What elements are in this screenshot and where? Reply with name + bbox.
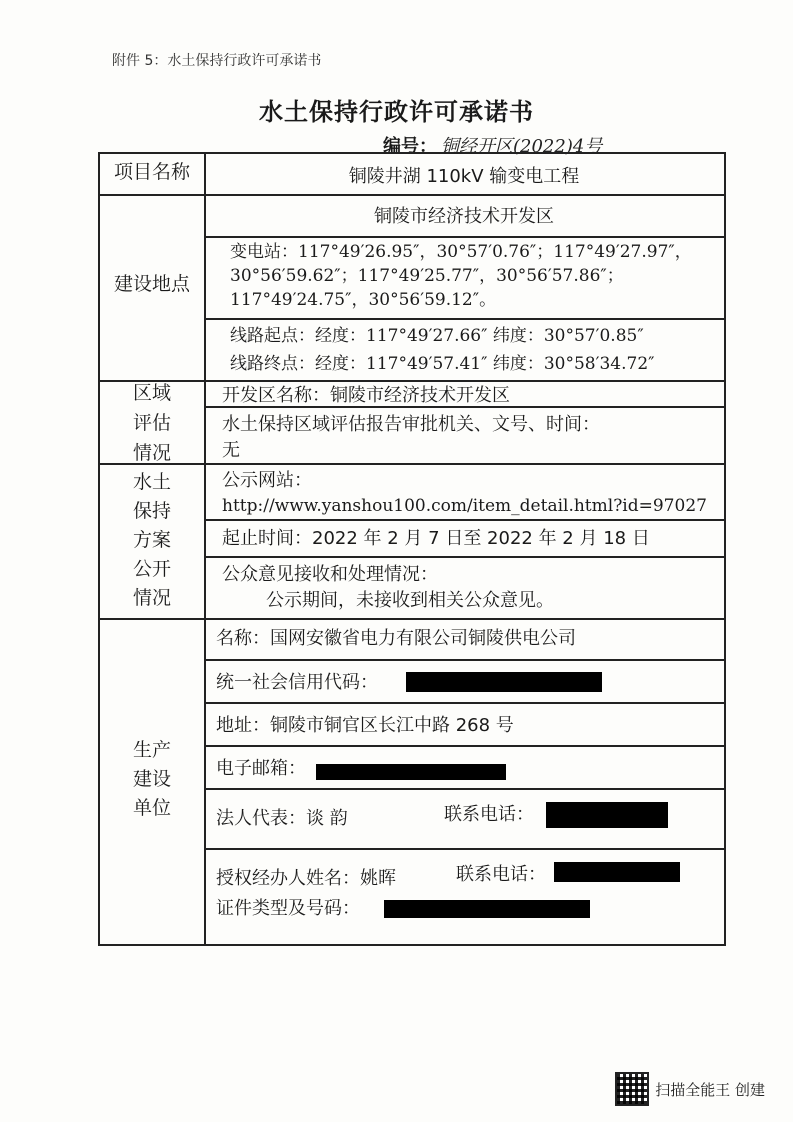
unit-label-line: 建设	[132, 768, 171, 790]
credit-code-redaction	[406, 672, 602, 692]
legal-representative: 法人代表：谈 韵	[216, 808, 348, 829]
substation-line-1: 变电站：117°49′26.95″，30°57′0.76″；117°49′27.97″，	[230, 242, 692, 262]
row-divider	[100, 194, 724, 196]
column-divider	[204, 154, 206, 944]
qr-code-icon	[615, 1072, 649, 1106]
opinion-value: 公示期间，未接收到相关公众意见。	[266, 590, 554, 611]
publicity-site-label: 公示网站：	[222, 470, 312, 491]
id-label: 证件类型及号码：	[216, 898, 360, 919]
unit-name: 名称：国网安徽省电力有限公司铜陵供电公司	[216, 628, 576, 649]
number-handwritten: 铜经开区(2022)4号	[441, 136, 603, 157]
substation-line-3: 117°49′24.75″，30°56′59.12″。	[230, 290, 497, 310]
subrow-divider	[204, 745, 724, 747]
subrow-divider	[204, 519, 724, 521]
subrow-divider	[204, 848, 724, 850]
phone-label: 联系电话：	[444, 804, 534, 825]
location-label: 建设地点	[113, 273, 190, 295]
substation-line-2: 30°56′59.62″；117°49′25.77″，30°56′57.86″；	[230, 266, 624, 286]
subrow-divider	[204, 236, 724, 238]
region-label-line: 情况	[132, 442, 171, 464]
id-redaction	[384, 900, 590, 918]
email-label: 电子邮箱：	[216, 758, 306, 779]
project-name-value: 铜陵井湖 110kV 输变电工程	[348, 166, 580, 187]
unit-label-line: 生产	[132, 739, 171, 761]
unit-label-line: 单位	[132, 797, 171, 819]
email-redaction	[316, 764, 506, 780]
publicity-label-line: 公开	[132, 558, 171, 580]
subrow-divider	[204, 659, 724, 661]
number-label: 编号：	[383, 136, 437, 157]
zone-name: 开发区名称：铜陵市经济技术开发区	[222, 385, 510, 406]
unit-label	[100, 736, 204, 823]
publicity-period: 起止时间：2022 年 2 月 7 日至 2022 年 2 月 18 日	[222, 528, 650, 549]
credit-code-label: 统一社会信用代码：	[216, 672, 378, 693]
publicity-label-line: 水土	[132, 471, 171, 493]
project-name-label: 项目名称	[113, 161, 190, 183]
subrow-divider	[204, 318, 724, 320]
phone-redaction	[546, 802, 668, 828]
region-label-line: 评估	[132, 412, 171, 434]
unit-address: 地址：铜陵市铜官区长江中路 268 号	[216, 715, 514, 736]
route-start: 线路起点：经度：117°49′27.66″ 纬度：30°57′0.85″	[230, 326, 644, 346]
location-area: 铜陵市经济技术开发区	[374, 206, 554, 227]
publicity-label-line: 情况	[132, 587, 171, 609]
region-report: 水土保持区域评估报告审批机关、文号、时间：	[222, 414, 600, 435]
opinion-label: 公众意见接收和处理情况：	[222, 564, 438, 585]
publicity-site-url[interactable]: http://www.yanshou100.com/item_detail.html?id=97027	[222, 496, 707, 516]
subrow-divider	[204, 556, 724, 558]
row-divider	[100, 618, 724, 620]
region-label-line: 区域	[132, 382, 171, 404]
publicity-label	[100, 468, 204, 613]
agent-phone-redaction	[554, 862, 680, 882]
page-title: 水土保持行政许可承诺书	[259, 97, 534, 126]
subrow-divider	[204, 702, 724, 704]
scanner-app-label: 扫描全能王 创建	[655, 1080, 765, 1099]
agent-name: 授权经办人姓名：姚晖	[216, 868, 396, 889]
route-end: 线路终点：经度：117°49′57.41″ 纬度：30°58′34.72″	[230, 354, 655, 374]
publicity-label-line: 方案	[132, 529, 171, 551]
region-label	[100, 378, 204, 468]
commitment-table	[98, 152, 726, 946]
attachment-note: 附件 5：水土保持行政许可承诺书	[112, 53, 322, 69]
scanner-watermark	[615, 1072, 765, 1106]
publicity-label-line: 保持	[132, 500, 171, 522]
subrow-divider	[204, 788, 724, 790]
agent-phone-label: 联系电话：	[456, 864, 546, 885]
region-report-value: 无	[222, 440, 240, 461]
